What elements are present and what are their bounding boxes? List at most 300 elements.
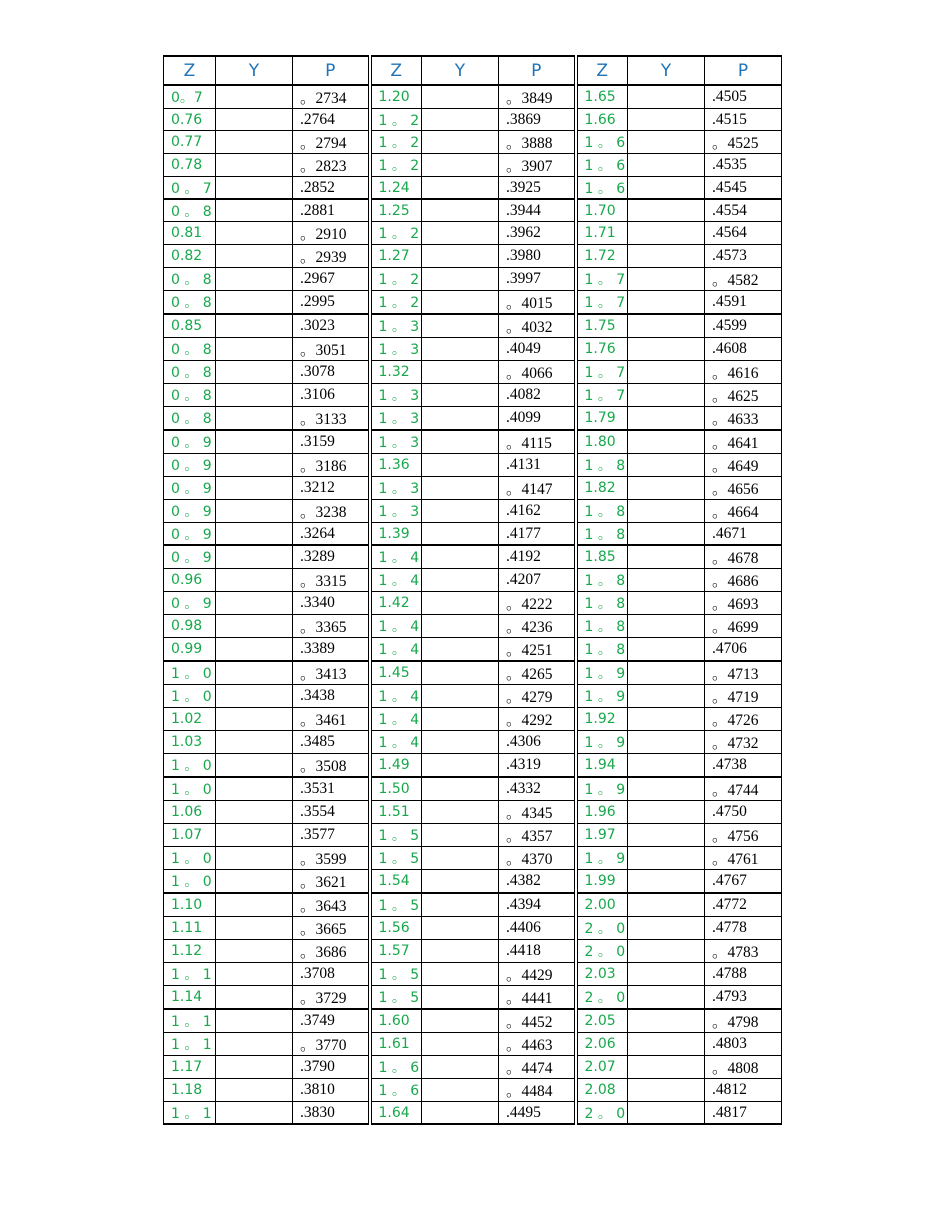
y-value-cell: [628, 245, 705, 268]
y-value-cell: [422, 801, 499, 824]
y-value-cell: [216, 1009, 293, 1033]
p-value-cell: .3830: [293, 1102, 370, 1125]
y-value-cell: [216, 384, 293, 407]
y-value-cell: [422, 361, 499, 384]
z-value-cell: 0.99: [164, 638, 216, 662]
p-value-cell: .3962: [499, 222, 576, 245]
table-row: [164, 199, 782, 222]
p-value-cell: .3869: [499, 109, 576, 131]
z-value-cell: 1 。 4: [370, 731, 422, 754]
p-value-cell: .3980: [499, 245, 576, 268]
z-value-cell: 1.96: [576, 801, 628, 824]
p-value-cell: 。3849: [499, 85, 576, 109]
p-value-cell: 。3907: [499, 154, 576, 177]
p-value-cell: 。4649: [705, 454, 782, 477]
p-value-cell: 。4664: [705, 500, 782, 523]
z-value-cell: 1.12: [164, 940, 216, 963]
table-row: [164, 523, 782, 546]
table-row: [164, 131, 782, 154]
p-value-cell: .4515: [705, 109, 782, 131]
y-value-cell: [628, 754, 705, 778]
y-value-cell: [422, 477, 499, 500]
z-value-cell: 1 。 3: [370, 338, 422, 361]
z-value-cell: 1 。 9: [576, 731, 628, 754]
p-value-cell: 。4625: [705, 384, 782, 407]
p-value-cell: .3340: [293, 592, 370, 615]
y-value-cell: [216, 638, 293, 662]
y-value-cell: [628, 477, 705, 500]
z-value-cell: 2.00: [576, 893, 628, 917]
y-value-cell: [422, 940, 499, 963]
p-value-cell: .3289: [293, 545, 370, 569]
z-value-cell: 1 。 4: [370, 638, 422, 662]
z-value-cell: 0.81: [164, 222, 216, 245]
p-value-cell: .2995: [293, 291, 370, 315]
z-value-cell: 1.06: [164, 801, 216, 824]
p-value-cell: .4750: [705, 801, 782, 824]
p-value-cell: .4049: [499, 338, 576, 361]
y-value-cell: [216, 1079, 293, 1102]
z-value-cell: 1.42: [370, 592, 422, 615]
p-value-cell: .3389: [293, 638, 370, 662]
p-value-cell: .2881: [293, 199, 370, 222]
z-value-cell: 2.07: [576, 1056, 628, 1079]
p-value-cell: .4406: [499, 917, 576, 940]
z-value-cell: 0 。 8: [164, 291, 216, 315]
p-value-cell: 。4251: [499, 638, 576, 662]
z-value-cell: 1 。 6: [370, 1079, 422, 1102]
y-value-cell: [422, 523, 499, 546]
y-value-cell: [422, 154, 499, 177]
p-value-cell: 。4236: [499, 615, 576, 638]
z-value-cell: 2.06: [576, 1033, 628, 1056]
y-value-cell: [422, 685, 499, 708]
p-value-cell: 。3770: [293, 1033, 370, 1056]
y-value-cell: [216, 245, 293, 268]
z-value-cell: 1 。 9: [576, 685, 628, 708]
table-row: [164, 569, 782, 592]
table-row: [164, 109, 782, 131]
table-row: [164, 661, 782, 685]
y-value-cell: [216, 268, 293, 291]
y-value-cell: [628, 268, 705, 291]
p-value-cell: .4332: [499, 777, 576, 801]
z-value-cell: 1 。 0: [164, 685, 216, 708]
p-value-cell: 。4525: [705, 131, 782, 154]
z-value-cell: 1.71: [576, 222, 628, 245]
z-value-cell: 1 。 3: [370, 407, 422, 431]
p-value-cell: 。3729: [293, 986, 370, 1010]
table-header: [164, 56, 782, 85]
z-value-cell: 1 。 5: [370, 824, 422, 847]
p-value-cell: .4319: [499, 754, 576, 778]
p-value-cell: .4192: [499, 545, 576, 569]
y-value-cell: [422, 1056, 499, 1079]
p-value-cell: 。4686: [705, 569, 782, 592]
p-value-cell: 。4279: [499, 685, 576, 708]
z-value-cell: 1 。 5: [370, 986, 422, 1010]
y-value-cell: [628, 1056, 705, 1079]
p-value-cell: 。4719: [705, 685, 782, 708]
y-value-cell: [216, 1056, 293, 1079]
z-value-cell: 1 。 4: [370, 545, 422, 569]
z-value-cell: 1 。 4: [370, 569, 422, 592]
y-value-cell: [216, 801, 293, 824]
y-value-cell: [422, 917, 499, 940]
p-column-header: P: [705, 56, 782, 85]
p-value-cell: .4495: [499, 1102, 576, 1125]
y-value-cell: [422, 454, 499, 477]
y-value-cell: [628, 109, 705, 131]
z-value-cell: 1.11: [164, 917, 216, 940]
z-value-cell: 1 。 9: [576, 777, 628, 801]
y-value-cell: [628, 222, 705, 245]
z-value-cell: 0.96: [164, 569, 216, 592]
table-row: [164, 754, 782, 778]
table-row: [164, 245, 782, 268]
p-value-cell: 。4066: [499, 361, 576, 384]
p-value-cell: .4706: [705, 638, 782, 662]
p-value-cell: .3438: [293, 685, 370, 708]
p-value-cell: 。3051: [293, 338, 370, 361]
z-value-cell: 1.20: [370, 85, 422, 109]
p-value-cell: .2764: [293, 109, 370, 131]
y-value-cell: [628, 199, 705, 222]
y-value-cell: [216, 708, 293, 731]
p-value-cell: .3749: [293, 1009, 370, 1033]
p-value-cell: 。4441: [499, 986, 576, 1010]
p-value-cell: 。4616: [705, 361, 782, 384]
p-value-cell: .4564: [705, 222, 782, 245]
table-row: [164, 338, 782, 361]
y-value-cell: [628, 1079, 705, 1102]
z-value-cell: 0 。 7: [164, 177, 216, 200]
y-value-cell: [628, 824, 705, 847]
z-value-cell: 1.17: [164, 1056, 216, 1079]
z-value-cell: 1.36: [370, 454, 422, 477]
y-value-cell: [422, 847, 499, 870]
z-value-cell: 1.24: [370, 177, 422, 200]
z-value-cell: 1.18: [164, 1079, 216, 1102]
y-value-cell: [628, 963, 705, 986]
y-value-cell: [628, 731, 705, 754]
p-value-cell: .4738: [705, 754, 782, 778]
z-value-cell: 1 。 8: [576, 500, 628, 523]
p-value-cell: 。4357: [499, 824, 576, 847]
p-value-cell: 。4656: [705, 477, 782, 500]
table-row: [164, 847, 782, 870]
p-value-cell: 。4474: [499, 1056, 576, 1079]
z-value-cell: 1.64: [370, 1102, 422, 1125]
y-value-cell: [216, 940, 293, 963]
p-value-cell: .4671: [705, 523, 782, 546]
y-value-cell: [628, 893, 705, 917]
z-value-cell: 1 。 4: [370, 685, 422, 708]
p-value-cell: 。3238: [293, 500, 370, 523]
table-row: [164, 801, 782, 824]
p-value-cell: 。3186: [293, 454, 370, 477]
z-value-cell: 1 。 7: [576, 384, 628, 407]
y-value-cell: [216, 824, 293, 847]
y-value-cell: [216, 154, 293, 177]
table-row: [164, 893, 782, 917]
y-value-cell: [216, 523, 293, 546]
p-value-cell: 。2734: [293, 85, 370, 109]
table-row: [164, 615, 782, 638]
p-value-cell: 。3315: [293, 569, 370, 592]
z-value-cell: 1 。 4: [370, 708, 422, 731]
z-value-cell: 0 。 9: [164, 454, 216, 477]
y-value-cell: [422, 1102, 499, 1125]
table-row: [164, 1033, 782, 1056]
y-value-cell: [422, 731, 499, 754]
table-row: [164, 314, 782, 338]
z-value-cell: 0 。 9: [164, 592, 216, 615]
p-value-cell: 。4713: [705, 661, 782, 685]
p-value-cell: 。4015: [499, 291, 576, 315]
table-row: [164, 777, 782, 801]
p-value-cell: 。4265: [499, 661, 576, 685]
z-value-cell: 0.78: [164, 154, 216, 177]
y-value-cell: [422, 708, 499, 731]
y-value-cell: [216, 893, 293, 917]
p-value-cell: 。4808: [705, 1056, 782, 1079]
z-value-cell: 1 。 0: [164, 870, 216, 894]
y-value-cell: [422, 291, 499, 315]
y-value-cell: [422, 222, 499, 245]
table-row: [164, 708, 782, 731]
z-value-cell: 1.65: [576, 85, 628, 109]
y-value-cell: [628, 454, 705, 477]
table-row: [164, 430, 782, 454]
y-value-cell: [216, 661, 293, 685]
p-value-cell: .4082: [499, 384, 576, 407]
p-value-cell: .3212: [293, 477, 370, 500]
p-value-cell: 。4463: [499, 1033, 576, 1056]
p-value-cell: .4812: [705, 1079, 782, 1102]
p-value-cell: .4131: [499, 454, 576, 477]
z-value-cell: 1 。 2: [370, 291, 422, 315]
y-value-cell: [422, 569, 499, 592]
z-value-cell: 1 。 9: [576, 847, 628, 870]
z-value-cell: 0 。 9: [164, 523, 216, 546]
z-value-cell: 1 。 1: [164, 963, 216, 986]
p-value-cell: .4207: [499, 569, 576, 592]
p-value-cell: 。2794: [293, 131, 370, 154]
table-row: [164, 545, 782, 569]
y-value-cell: [216, 477, 293, 500]
p-value-cell: 。4429: [499, 963, 576, 986]
z-value-cell: 0 。 8: [164, 361, 216, 384]
y-value-cell: [628, 1102, 705, 1125]
z-value-cell: 0 。 9: [164, 477, 216, 500]
table-row: [164, 917, 782, 940]
z-value-cell: 1 。 7: [576, 268, 628, 291]
p-value-cell: 。4222: [499, 592, 576, 615]
z-value-cell: 1 。 7: [576, 291, 628, 315]
y-value-cell: [628, 847, 705, 870]
z-value-cell: 1 。 7: [576, 361, 628, 384]
z-value-cell: 0.85: [164, 314, 216, 338]
y-value-cell: [628, 545, 705, 569]
y-value-cell: [216, 291, 293, 315]
p-value-cell: 。3643: [293, 893, 370, 917]
z-value-cell: 0 。 8: [164, 338, 216, 361]
z-value-cell: 1 。 5: [370, 963, 422, 986]
z-value-cell: 1.49: [370, 754, 422, 778]
p-value-cell: 。3413: [293, 661, 370, 685]
table-row: [164, 177, 782, 200]
z-value-cell: 1.57: [370, 940, 422, 963]
p-value-cell: 。4678: [705, 545, 782, 569]
y-value-cell: [422, 963, 499, 986]
p-value-cell: 。4761: [705, 847, 782, 870]
z-value-cell: 1 。 5: [370, 893, 422, 917]
y-value-cell: [422, 430, 499, 454]
table-row: [164, 477, 782, 500]
p-value-cell: .4803: [705, 1033, 782, 1056]
table-row: [164, 638, 782, 662]
z-value-cell: 1.07: [164, 824, 216, 847]
z-value-cell: 1 。 8: [576, 569, 628, 592]
p-value-cell: .3159: [293, 430, 370, 454]
y-value-cell: [628, 638, 705, 662]
z-value-cell: 1 。 4: [370, 615, 422, 638]
p-value-cell: .3264: [293, 523, 370, 546]
z-value-cell: 1 。 1: [164, 1033, 216, 1056]
p-value-cell: 。4641: [705, 430, 782, 454]
z-value-cell: 0 。 8: [164, 384, 216, 407]
y-value-cell: [216, 314, 293, 338]
z-value-cell: 1 。 0: [164, 754, 216, 778]
z-value-cell: 1.51: [370, 801, 422, 824]
y-value-cell: [216, 592, 293, 615]
p-value-cell: 。4699: [705, 615, 782, 638]
p-value-cell: .4505: [705, 85, 782, 109]
z-value-cell: 0。7: [164, 85, 216, 109]
y-value-cell: [422, 1009, 499, 1033]
z-value-cell: 1 。 2: [370, 131, 422, 154]
y-value-cell: [628, 986, 705, 1010]
p-value-cell: .3485: [293, 731, 370, 754]
p-value-cell: .4394: [499, 893, 576, 917]
p-value-cell: 。4484: [499, 1079, 576, 1102]
table-row: [164, 1056, 782, 1079]
z-column-header: Z: [370, 56, 422, 85]
p-value-cell: 。4032: [499, 314, 576, 338]
z-value-cell: 1.39: [370, 523, 422, 546]
z-value-cell: 0 。 8: [164, 268, 216, 291]
p-column-header: P: [499, 56, 576, 85]
y-value-cell: [422, 638, 499, 662]
z-value-cell: 0.76: [164, 109, 216, 131]
z-value-cell: 1 。 8: [576, 615, 628, 638]
p-value-cell: .3810: [293, 1079, 370, 1102]
p-value-cell: 。4370: [499, 847, 576, 870]
z-value-cell: 1.32: [370, 361, 422, 384]
y-value-cell: [422, 754, 499, 778]
y-value-cell: [628, 314, 705, 338]
y-value-cell: [216, 615, 293, 638]
y-value-cell: [216, 85, 293, 109]
p-value-cell: 。4693: [705, 592, 782, 615]
table-row: [164, 592, 782, 615]
y-value-cell: [422, 338, 499, 361]
y-value-cell: [628, 154, 705, 177]
y-value-cell: [628, 131, 705, 154]
p-value-cell: 。3599: [293, 847, 370, 870]
p-value-cell: .4599: [705, 314, 782, 338]
y-value-cell: [422, 85, 499, 109]
p-value-cell: 。4345: [499, 801, 576, 824]
p-value-cell: .4418: [499, 940, 576, 963]
z-value-cell: 1 。 3: [370, 314, 422, 338]
p-value-cell: .3023: [293, 314, 370, 338]
z-value-cell: 0.98: [164, 615, 216, 638]
y-value-cell: [216, 777, 293, 801]
z-value-cell: 1.50: [370, 777, 422, 801]
y-value-cell: [422, 500, 499, 523]
z-value-cell: 1 。 6: [576, 154, 628, 177]
y-value-cell: [216, 199, 293, 222]
z-value-cell: 1 。 0: [164, 847, 216, 870]
p-value-cell: 。4292: [499, 708, 576, 731]
z-value-cell: 1 。 0: [164, 661, 216, 685]
z-value-cell: 1 。 1: [164, 1102, 216, 1125]
p-value-cell: .3106: [293, 384, 370, 407]
z-value-cell: 2.05: [576, 1009, 628, 1033]
z-value-cell: 1.70: [576, 199, 628, 222]
y-value-cell: [422, 199, 499, 222]
y-value-cell: [628, 291, 705, 315]
p-value-cell: 。4756: [705, 824, 782, 847]
z-column-header: Z: [576, 56, 628, 85]
table-row: [164, 407, 782, 431]
y-value-cell: [628, 708, 705, 731]
z-value-cell: 2 。 0: [576, 1102, 628, 1125]
p-value-cell: .4778: [705, 917, 782, 940]
z-value-cell: 1 。 3: [370, 477, 422, 500]
z-value-cell: 0 。 8: [164, 199, 216, 222]
z-value-cell: 1 。 2: [370, 268, 422, 291]
z-column-header: Z: [164, 56, 216, 85]
p-value-cell: .4793: [705, 986, 782, 1010]
z-value-cell: 1.66: [576, 109, 628, 131]
table-row: [164, 824, 782, 847]
p-value-cell: 。4633: [705, 407, 782, 431]
y-value-cell: [628, 870, 705, 894]
y-value-cell: [422, 109, 499, 131]
table-row: [164, 1009, 782, 1033]
p-value-cell: 。4147: [499, 477, 576, 500]
y-value-cell: [628, 1033, 705, 1056]
z-value-cell: 1.99: [576, 870, 628, 894]
y-value-cell: [628, 592, 705, 615]
p-value-cell: 。3621: [293, 870, 370, 894]
p-value-cell: .3577: [293, 824, 370, 847]
y-value-cell: [628, 338, 705, 361]
normal-distribution-table: [163, 55, 782, 1125]
y-value-cell: [422, 245, 499, 268]
p-value-cell: .4788: [705, 963, 782, 986]
z-value-cell: 2 。 0: [576, 986, 628, 1010]
z-value-cell: 0 。 9: [164, 430, 216, 454]
table-row: [164, 1079, 782, 1102]
z-value-cell: 1.56: [370, 917, 422, 940]
table-body: [164, 85, 782, 1124]
z-value-cell: 1 。 6: [576, 177, 628, 200]
y-value-cell: [216, 870, 293, 894]
